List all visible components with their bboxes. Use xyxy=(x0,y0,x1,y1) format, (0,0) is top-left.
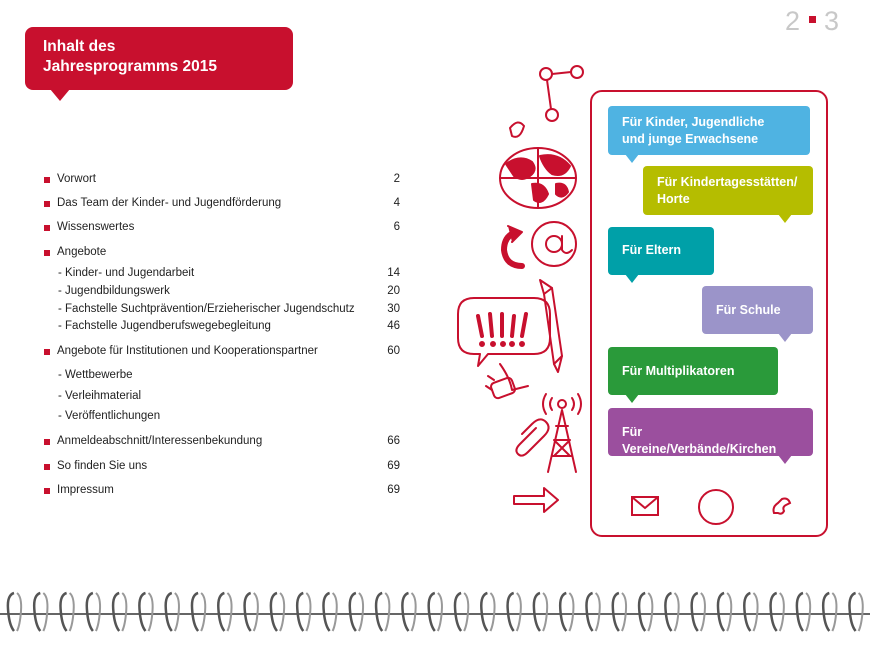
spiral-ring xyxy=(849,593,862,631)
toc-label: So finden Sie uns xyxy=(57,460,148,472)
exclamation-speech-bubble-icon xyxy=(458,298,550,366)
at-sign-icon xyxy=(532,222,576,266)
title-line-2: Jahresprogramms 2015 xyxy=(43,58,218,75)
toc-page: 69 xyxy=(387,460,400,472)
phone-handset-icon xyxy=(774,499,791,514)
title-speech-tail xyxy=(50,89,70,101)
spiral-ring xyxy=(192,593,205,631)
toc-entry-institutionen[interactable] xyxy=(44,345,400,361)
bubble-line: Für Kindertagesstätten/ xyxy=(657,175,798,189)
toc-bullet xyxy=(44,201,50,207)
bubble-kindertagesstaetten xyxy=(643,166,813,215)
toc-label: - Fachstelle Jugendberufswegebegleitung xyxy=(58,320,271,332)
toc-page: 2 xyxy=(393,173,400,185)
toc-page: 46 xyxy=(387,320,400,332)
molecule-icon xyxy=(540,66,583,121)
spiral-ring xyxy=(718,593,731,631)
bubble-eltern xyxy=(608,227,714,275)
page-number-right: 3 xyxy=(823,6,840,36)
spiral-ring xyxy=(350,593,363,631)
bubble-kinder-jugendliche xyxy=(608,106,810,155)
toc-label: - Verleihmaterial xyxy=(58,390,142,402)
page-number-left: 2 xyxy=(784,6,801,36)
bubble-line: Für Kinder, Jugendliche xyxy=(622,115,765,129)
toc-page: 60 xyxy=(387,345,400,357)
page-separator xyxy=(809,16,816,23)
spiral-ring xyxy=(376,593,389,631)
toc-bullet xyxy=(44,488,50,494)
doodle-illustrations xyxy=(448,60,588,530)
plug-icon xyxy=(486,364,528,399)
toc-page: 14 xyxy=(387,267,400,279)
bubble-line: Für Vereine/Verbände/Kirchen xyxy=(622,425,777,456)
toc-page: 66 xyxy=(387,435,400,447)
toc-label: - Jugendbildungswerk xyxy=(58,285,170,297)
toc-label: Vorwort xyxy=(57,173,96,185)
toc-label: - Veröffentlichungen xyxy=(58,410,161,422)
title-line-1: Inhalt des xyxy=(43,38,116,55)
toc-subentry-veroeffentlichungen[interactable] xyxy=(44,410,400,426)
spiral-ring xyxy=(218,593,231,631)
spiral-ring xyxy=(323,593,336,631)
envelope-icon xyxy=(632,497,658,515)
toc-label: Impressum xyxy=(57,484,114,496)
toc-bullet xyxy=(44,464,50,470)
toc-page: 69 xyxy=(387,484,400,496)
globe-icon xyxy=(500,148,576,208)
spiral-ring xyxy=(297,593,310,631)
spiral-ring xyxy=(245,593,258,631)
bubble-multiplikatoren xyxy=(608,347,778,395)
bubble-line: Für Eltern xyxy=(622,243,682,257)
toc-bullet xyxy=(44,349,50,355)
spiral-ring xyxy=(560,593,573,631)
page-numbers xyxy=(785,6,840,37)
phone-bottom-icons xyxy=(592,487,826,527)
bubble-tail xyxy=(778,333,792,342)
spiral-ring xyxy=(823,593,836,631)
spiral-ring xyxy=(139,593,152,631)
toc-label: - Kinder- und Jugendarbeit xyxy=(58,267,195,279)
toc-entry-anmeldeabschnitt[interactable] xyxy=(44,435,400,451)
bubble-line: Für Schule xyxy=(716,303,781,317)
bubble-tail xyxy=(625,274,639,283)
bubble-vereine xyxy=(608,408,813,456)
spiral-ring xyxy=(60,593,73,631)
toc-label: Angebote für Institutionen und Kooperationspartner xyxy=(57,345,318,357)
home-button-icon xyxy=(699,490,733,524)
toc-label: Das Team der Kinder- und Jugendförderung xyxy=(57,197,282,209)
toc-subentry-suchtpraevention[interactable] xyxy=(44,303,400,319)
toc-label: Angebote xyxy=(57,246,107,258)
spiral-ring xyxy=(744,593,757,631)
bubble-schule xyxy=(702,286,813,334)
toc-page: 4 xyxy=(393,197,400,209)
toc-label: Anmeldeabschnitt/Interessenbekundung xyxy=(57,435,263,447)
spiral-ring xyxy=(402,593,415,631)
return-arrow-icon xyxy=(504,226,522,266)
spiral-ring xyxy=(508,593,521,631)
toc-subentry-berufswege[interactable] xyxy=(44,320,400,336)
toc-entry-impressum[interactable] xyxy=(44,484,400,500)
arrow-right-icon xyxy=(514,488,558,512)
spiral-ring xyxy=(534,593,547,631)
toc-entry-team[interactable] xyxy=(44,197,400,213)
bubble-tail xyxy=(778,214,792,223)
spiral-ring xyxy=(429,593,442,631)
spiral-ring xyxy=(271,593,284,631)
spiral-ring xyxy=(771,593,784,631)
toc-subentry-jugendbildungswerk[interactable] xyxy=(44,285,400,301)
toc-label: - Wettbewerbe xyxy=(58,369,133,381)
bubble-line: Für Multiplikatoren xyxy=(622,364,735,378)
spiral-ring xyxy=(113,593,126,631)
toc-entry-vorwort[interactable] xyxy=(44,173,400,189)
spiral-ring xyxy=(692,593,705,631)
spiral-ring xyxy=(455,593,468,631)
spiral-ring xyxy=(87,593,100,631)
toc-subentry-jugendarbeit[interactable] xyxy=(44,267,400,283)
spiral-binding xyxy=(0,585,870,645)
toc-entry-wissenswertes[interactable] xyxy=(44,221,400,237)
bubble-tail xyxy=(778,455,792,464)
page-title xyxy=(25,27,293,90)
toc-label: - Fachstelle Suchtprävention/Erzieherischer Jugendschutz xyxy=(58,303,355,315)
spiral-ring xyxy=(665,593,678,631)
paperclip-icon xyxy=(516,419,548,455)
toc-bullet xyxy=(44,177,50,183)
toc-page: 20 xyxy=(387,285,400,297)
spiral-ring xyxy=(797,593,810,631)
toc-entry-so-finden[interactable] xyxy=(44,460,400,476)
spiral-ring xyxy=(586,593,599,631)
paper-scrap-icon xyxy=(510,122,524,136)
spiral-ring xyxy=(639,593,652,631)
toc-bullet xyxy=(44,439,50,445)
bubble-tail xyxy=(625,394,639,403)
toc-bullet xyxy=(44,250,50,256)
toc-subentry-verleihmaterial[interactable] xyxy=(44,390,400,406)
toc-page: 6 xyxy=(393,221,400,233)
radio-tower-icon xyxy=(543,394,581,472)
bubble-line: Horte xyxy=(657,192,690,206)
toc-label: Wissenswertes xyxy=(57,221,135,233)
toc-bullet xyxy=(44,225,50,231)
toc-entry-angebote[interactable] xyxy=(44,246,400,262)
bubble-line: und junge Erwachsene xyxy=(622,132,759,146)
bubble-tail xyxy=(625,154,639,163)
spiral-ring xyxy=(613,593,626,631)
spiral-ring xyxy=(166,593,179,631)
spiral-ring xyxy=(34,593,47,631)
toc-subentry-wettbewerbe[interactable] xyxy=(44,369,400,385)
toc-page: 30 xyxy=(387,303,400,315)
spiral-ring xyxy=(481,593,494,631)
spiral-ring xyxy=(8,593,21,631)
